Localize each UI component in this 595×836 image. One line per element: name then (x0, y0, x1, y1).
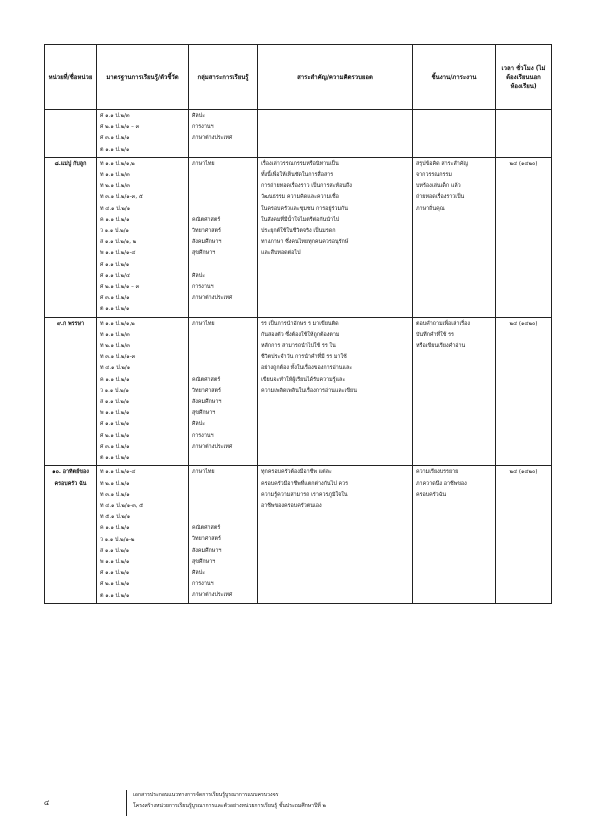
concept-line: ความรู้ความสามารถ เราควรภูมิใจใน (261, 491, 348, 498)
group-item: ภาษาต่างประเทศ (192, 592, 233, 599)
concept-line: อย่างถูกต้อง ทั้งในเรื่องของการอ่านและ (261, 365, 353, 372)
unit-cell: ๘.แม่ปู กับลูก (45, 157, 97, 317)
header-groups: กลุ่มสาระการเรียนรู้ (189, 45, 258, 110)
standards-cell (97, 317, 189, 466)
header-standards: มาตรฐานการเรียนรู้/ตัวชี้วัด (97, 45, 189, 110)
group-item: วิทยาศาสตร์ (192, 387, 221, 394)
standard-item: ท ๑.๑ ป.๒/๓ (100, 331, 130, 338)
standard-item: ศ ๑.๑ ป.๒/๑ (100, 261, 130, 268)
standard-item: ศ ๓.๑ ป.๒/๑ (100, 135, 130, 142)
standard-item: ว ๑.๑ ป.๒/๑ (100, 387, 129, 394)
group-item: ภาษาต่างประเทศ (192, 135, 233, 142)
table-body (45, 110, 552, 604)
standard-item: ท ๔.๑ ป.๒/๑-๓, ๕ (100, 502, 144, 509)
time-cell: ๒๔ (๑๔๒๐) (496, 466, 552, 603)
time-cell (496, 110, 552, 158)
standard-item: ท ๒.๑ ป.๒/๓ (100, 183, 130, 190)
group-item: การงานฯ (192, 581, 214, 588)
standard-item: ศ ๓.๑ ป.๒/๑ (100, 443, 130, 450)
standard-item: ท ๔.๑ ป.๒/๑ (100, 365, 131, 372)
concept-line: รร เป็นการนำอักษร ร มาเขียนติด (261, 320, 339, 327)
standard-item: ศ ๑.๑ ป.๒/๑ (100, 421, 130, 428)
group-item: ภาษาต่างประเทศ (192, 295, 233, 302)
group-item (192, 512, 254, 523)
concept-line: หลักการ สามารถนำไปใช้ รร ใน (261, 343, 336, 350)
standard-item: ท ๔.๑ ป.๒/๑ (100, 205, 131, 212)
group-item: การงานฯ (192, 124, 214, 131)
concept-line: ทางภาษา ซึ่งคนไทยทุกคนควรอนุรักษ์ (261, 239, 349, 246)
standard-item: ท ๑.๑ ป.๒/๑,๒ (100, 160, 135, 167)
standard-item: พ ๑.๑ ป.๒/๑-๔ (100, 250, 136, 257)
standard-item: ศ ๑.๑ ป.๒/๓ (100, 113, 130, 119)
curriculum-table (44, 44, 552, 604)
group-item (192, 181, 254, 192)
standard-item: ต ๑.๑ ป.๒/๑ (100, 455, 130, 462)
header-unit: หน่วยที่/ชื่อหน่วย (45, 45, 97, 110)
concept-line: วัฒนธรรม ความคิดและความเชื่อ (261, 194, 339, 201)
group-item (192, 479, 254, 490)
standard-item: ศ ๑.๑ ป.๒/๑ (100, 570, 130, 577)
group-item (192, 490, 254, 501)
concept-line: ประยุกต์ใช้ในชีวิตจริง เป็นมรดก (261, 228, 336, 235)
standard-item: พ ๑.๑ ป.๒/๑ (100, 410, 130, 417)
page-footer (44, 790, 551, 830)
workpiece-line: สรุปข้อคิด สาระสำคัญ (416, 160, 468, 167)
concept-line: ความเพลิดเพลินในเรื่องการอ่านและเขียน (261, 387, 357, 394)
standard-item: ว ๑.๑ ป.๒/๑-๒ (100, 536, 135, 543)
workpiece-line: ตอบคำถามเพื่อเล่าเรื่อง (416, 320, 471, 327)
workpiece-line: ความเรียงบรรยาย (416, 469, 459, 476)
group-item: สุขศึกษาฯ (192, 250, 216, 257)
group-item: ภาษาต่างประเทศ (192, 443, 233, 450)
footer-line-2: โครงสร้างหน่วยการเรียนรู้บูรณาการและตัวอย่างหน่วยการเรียนรู้ ชั้นประถมศึกษาปีที่ ๒ (133, 803, 326, 809)
standard-item: ท ๑.๑ ป.๒/๓ (100, 172, 130, 179)
standard-item: ท ๑.๑ ป.๒/๑,๒ (100, 320, 135, 327)
footer-divider (126, 790, 127, 816)
group-item (192, 204, 254, 215)
table-row (45, 466, 552, 603)
workpiece-cell (413, 466, 496, 603)
workpiece-line: ครอบครัวฉัน (416, 491, 447, 498)
groups-cell (189, 466, 258, 603)
group-item: สุขศึกษาฯ (192, 558, 216, 565)
workpiece-line: หรือเขียนเรียงคำอ่าน (416, 343, 466, 350)
group-item: ศิลปะ (192, 570, 206, 577)
group-item: ภาษาไทย (192, 160, 215, 167)
standard-item: ศ ๒.๑ ป.๒/๑ (100, 581, 130, 588)
concept-line: การถ่ายทอดเรื่องราว เป็นการสะท้อนถึง (261, 183, 352, 190)
unit-cell: ๙.ก พรรษา (45, 317, 97, 466)
group-item: คณิตศาสตร์ (192, 525, 221, 532)
standard-item: ท ๒.๑ ป.๒/๑ (100, 480, 130, 487)
group-item: สุขศึกษาฯ (192, 410, 216, 417)
groups-cell (189, 157, 258, 317)
standard-item: ส ๑.๑ ป.๒/๑ (100, 547, 130, 554)
workpiece-line: ภาควาดนึง อาชีพของ (416, 480, 467, 487)
group-item: สังคมศึกษาฯ (192, 399, 222, 406)
workpiece-cell (413, 157, 496, 317)
standards-cell (97, 157, 189, 317)
group-item: คณิตศาสตร์ (192, 376, 221, 383)
table-row (45, 157, 552, 317)
group-item: คณิตศาสตร์ (192, 216, 221, 223)
group-item (192, 363, 254, 374)
workpiece-line: จากวรรณกรรม (416, 172, 452, 179)
unit-cell: ๑๐. อาทิตย์ของ ครอบครัว ฉัน (45, 466, 97, 603)
concept-line: ทุกครอบครัวต้องมีอาชีพ แต่ละ (261, 469, 332, 476)
header-workpiece: ชิ้นงาน/ภาระงาน (413, 45, 496, 110)
workpiece-cell (413, 110, 496, 158)
group-item (192, 501, 254, 512)
group-item: วิทยาศาสตร์ (192, 227, 221, 234)
standard-item: ท ๕.๑ ป.๒/๑ (100, 514, 131, 521)
standard-item: ค ๑.๑ ป.๒/๑ (100, 525, 130, 532)
concept-line: ชีวิตประจำวัน การนำคำที่มี รร มาใช้ (261, 354, 347, 361)
group-item: การงานฯ (192, 432, 214, 439)
concept-line: เรื่องเล่าวรรณกรรมหรือนิทานเป็น (261, 160, 339, 167)
group-item: วิทยาศาสตร์ (192, 536, 221, 543)
standard-item: ส ๑.๑ ป.๒/๑ (100, 399, 130, 406)
group-item (192, 170, 254, 181)
group-item: ภาษาไทย (192, 469, 215, 476)
group-item: ศิลปะ (192, 113, 206, 119)
group-item (192, 260, 254, 271)
header-concept: สาระสำคัญ/ความคิดรวบยอด (258, 45, 413, 110)
standard-item: ต ๑.๑ ป.๒/๑ (100, 306, 130, 313)
group-item (192, 341, 254, 352)
workpiece-line: บันทึกคำที่ใช้ รร (416, 331, 454, 338)
page-number: ๔ (44, 799, 50, 807)
standard-item: ศ ๒.๑ ป.๒/๑ – ๓ (100, 284, 140, 291)
concept-line: ทั้งนี้เพื่อให้เห็นชัดในการสื่อสาร (261, 172, 334, 179)
workpiece-line: บทร้องเล่นเด็ก แล้ว (416, 183, 461, 190)
unit-cell (45, 110, 97, 158)
group-item: สังคมศึกษาฯ (192, 547, 222, 554)
group-item: สังคมศึกษาฯ (192, 239, 222, 246)
concept-line: ครอบครัวมีอาชีพที่แตกต่างกันไป ควร (261, 480, 348, 487)
standard-item: ศ ๒.๑ ป.๒/๑ – ๓ (100, 124, 140, 131)
group-item: ภาษาไทย (192, 320, 215, 327)
table-header-row (45, 45, 552, 110)
standard-item: ศ ๑.๑ ป.๒/๔ (100, 272, 130, 279)
concept-line: และสืบทอดต่อไป (261, 250, 301, 257)
standards-cell (97, 466, 189, 603)
workpiece-line: ถ่ายทอดเรื่องราวเป็น (416, 194, 465, 201)
standard-item: ท ๓.๑ ป.๒/๑ (100, 491, 130, 498)
table-row (45, 317, 552, 466)
workpiece-line: ภาษาถิ่นคุณ (416, 205, 445, 212)
groups-cell (189, 317, 258, 466)
time-cell: ๒๔ (๑๔๒๐) (496, 317, 552, 466)
concept-line: อาชีพของครอบครัวตนเอง (261, 502, 322, 509)
group-item (192, 330, 254, 341)
concept-line: ในครอบครัวและชุมชน การอยู่ร่วมกัน (261, 205, 348, 212)
table-row (45, 110, 552, 158)
standard-item: ค ๑.๑ ป.๒/๑ (100, 216, 130, 223)
concept-cell (258, 110, 413, 158)
standard-item: ต ๑.๑ ป.๒/๑ (100, 146, 130, 153)
group-item: ศิลปะ (192, 272, 206, 279)
standard-item: ส ๑.๑ ป.๒/๑, ๒ (100, 239, 137, 246)
standard-item: ว ๑.๑ ป.๒/๑ (100, 228, 129, 235)
standard-item: ค ๑.๑ ป.๒/๑ (100, 376, 130, 383)
standard-item: ท ๒.๑ ป.๒/๓ (100, 343, 130, 350)
concept-cell (258, 157, 413, 317)
standard-item: ศ ๒.๑ ป.๒/๑ (100, 432, 130, 439)
group-item (192, 192, 254, 203)
concept-cell (258, 466, 413, 603)
footer-line-1: เอกสารประกอบแนวทางการจัดการเรียนรู้บูรณาการแบบครบวงจร (133, 792, 279, 798)
workpiece-cell (413, 317, 496, 466)
group-item: ศิลปะ (192, 421, 206, 428)
standards-cell (97, 110, 189, 158)
group-item: การงานฯ (192, 283, 214, 290)
standard-item: ท ๓.๑ ป.๒/๑-๓, ๕ (100, 194, 143, 201)
standard-item: ศ ๓.๑ ป.๒/๑ (100, 295, 130, 302)
standard-item: ท ๑.๑ ป.๒/๑-๔ (100, 469, 136, 476)
header-time: เวลา ชั่วโมง (ไม่ต้องเรียนนอกห้องเรียน) (496, 45, 552, 110)
concept-line: กันสองตัว ซึ่งต้องใช้ให้ถูกต้องตาม (261, 331, 340, 338)
time-cell: ๒๔ (๑๔๒๐) (496, 157, 552, 317)
standard-item: พ ๑.๑ ป.๒/๑ (100, 558, 130, 565)
standard-item: ท ๓.๑ ป.๒/๑-๓ (100, 354, 136, 361)
concept-line: ในสังคมที่มีน้ำใจไมตรีต่อกันนำไป (261, 216, 340, 223)
concept-line: เขียนจะทำให้ผู้เรียนได้รับความรู้และ (261, 376, 346, 383)
standard-item: ต ๑.๑ ป.๒/๑ (100, 592, 130, 599)
group-item (192, 352, 254, 363)
concept-cell (258, 317, 413, 466)
groups-cell (189, 110, 258, 158)
